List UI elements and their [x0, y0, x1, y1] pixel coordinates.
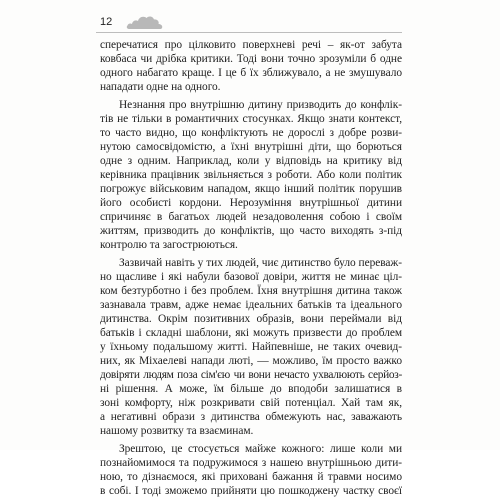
- text-line: контролю та загострюються.: [100, 239, 238, 251]
- text-line: погрожує військовим нападом, якщо інший політик порушив: [100, 183, 402, 195]
- text-line: тів не тільки в романтичних стосунках. Якщо знати контекст,: [100, 113, 402, 125]
- text-line: но щасливе і які набули базової довіри, життя не минає ціл-: [100, 271, 402, 283]
- text-line: життям, призводить до конфліктів, що часто виходять з-під: [100, 225, 402, 237]
- text-line: батьків і складні шаблони, які можуть призвести до проблем: [100, 327, 402, 339]
- text-line: в собі. І тоді зможемо прийняти цю пошкоджену частку своєї: [100, 485, 402, 497]
- text-line: нападати одне на одного.: [100, 81, 221, 93]
- text-line: ком безтурботно і без проблем. Їхня внутрішня дитина також: [100, 285, 402, 297]
- text-line: довіряти людям поза сім'єю чи вони нечасто ухвалюють серйоз-: [100, 369, 402, 381]
- text-line: сперечатися про цілковито поверхневі речі – як-от забута: [100, 39, 402, 51]
- text-line: у їхньому подальшому житті. Найпевніше, не таких очевид-: [100, 341, 402, 353]
- text-line: одне з одним. Наприклад, коли у відповідь на критику від: [100, 155, 402, 167]
- text-line: його особисті кордони. Нерозуміння внутрішньої дитини: [100, 197, 402, 209]
- text-line: а негативні образи з дитинства обмежують нас, заважають: [100, 411, 402, 423]
- text-line: дитинства. Окрім позитивних образів, вони переймали від: [100, 313, 402, 325]
- text-line: зазнавала травм, адже немає ідеальних батьків та ідеального: [100, 299, 402, 311]
- text-line: познайомимося та подружимося з нашею внутрішньою дити-: [100, 457, 402, 469]
- text-line: то часто видно, що конфліктують не дорослі з добре розви-: [100, 127, 402, 139]
- text-line: ною, то дізнаємося, які приховані бажання й травми носимо: [100, 471, 402, 483]
- page-header: [96, 10, 178, 32]
- text-line: нашому розвитку та взаєминам.: [100, 425, 254, 437]
- text-line: зоні комфорту, ніж розкривати свій потенціал. Хай там як,: [100, 397, 402, 409]
- text-line: керівника працівник звільняється з роботи. Або коли політик: [100, 169, 402, 181]
- text-line: Зазвичай навіть у тих людей, чиє дитинство було переваж-: [119, 257, 402, 269]
- page-number: 12: [100, 16, 113, 28]
- text-line: них, як Міхаелеві напади люті, — можливо, їм просто важко: [100, 355, 402, 367]
- header-rule: [96, 32, 402, 33]
- text-line: Незнання про внутрішню дитину призводить до конфлік-: [119, 99, 402, 111]
- text-line: нутою самосвідомістю, а їхні внутрішні діти, що борються: [100, 141, 402, 153]
- text-line: ковбаса чи дрібка критики. Тоді вони точно зрозуміли б одне: [100, 53, 402, 65]
- text-line: одного набагато краще. І це б їх зближувало, а не змушувало: [100, 67, 402, 79]
- text-line: спричиняє в багатьох людей незадоволення собою і своїм: [100, 211, 402, 223]
- cloud-icon: [126, 13, 164, 31]
- text-line: ні рішення. А може, їм більше до вподоби залишатися в: [100, 383, 402, 395]
- text-line: Зрештою, це стосується майже кожного: лише коли ми: [119, 443, 402, 455]
